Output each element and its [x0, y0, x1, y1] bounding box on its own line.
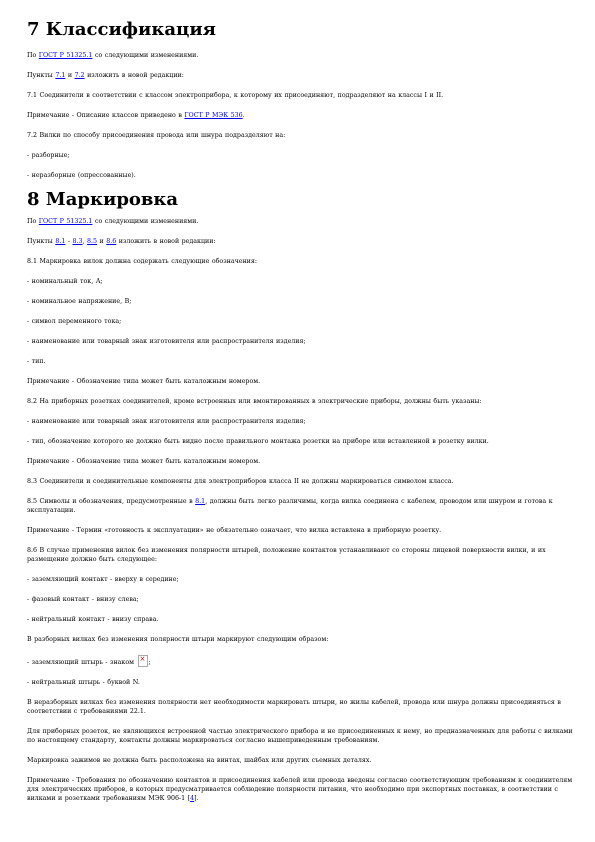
link-8-6[interactable]: 8.6 [106, 238, 117, 245]
s8-paragraph-5: - номинальное напряжение, В; [27, 298, 132, 305]
s8-paragraph-25: Для приборных розеток, не являющихся встроенной частью электрического прибора и не присоединенных к нему, но предназначенных для работы с вилками по настоящему стандарту, контакты должны маркироваться согласно вышеприведенным требованиям. [27, 728, 573, 744]
s8-paragraph-13: Примечание - Обозначение типа может быть каталожным номером. [27, 458, 261, 465]
s8-paragraph-4: - номинальный ток, А; [27, 278, 103, 285]
s8-paragraph-3: 8.1 Маркировка вилок должна содержать следующие обозначения: [27, 258, 257, 265]
section-8-heading: 8 Маркировка [27, 189, 179, 210]
s8-paragraph-21: В разборных вилках без изменения полярности штыри маркируют следующим образом: [27, 636, 329, 643]
s8-paragraph-20: - нейтральный контакт - внизу справа. [27, 616, 159, 623]
s7-paragraph-2: Пункты 7.1 и 7.2 изложить в новой редакции: [27, 72, 184, 79]
s8-paragraph-8: - тип. [27, 358, 46, 365]
section-7-heading: 7 Классификация [27, 19, 216, 40]
link-8-5[interactable]: 8.5 [87, 238, 98, 245]
s8-paragraph-6: - символ переменного тока; [27, 318, 122, 325]
gost-iec-536-link[interactable]: ГОСТ Р МЭК 536 [184, 112, 243, 119]
s8-paragraph-2: Пункты 8.1 - 8.3, 8.5 и 8.6 изложить в новой редакции: [27, 238, 216, 245]
s8-paragraph-14: 8.3 Соединители и соединительные компоненты для электроприборов класса II не должны маркироваться символом класса. [27, 478, 454, 485]
s8-paragraph-7: - наименование или товарный знак изготовителя или распространителя изделия; [27, 338, 306, 345]
document-body [27, 18, 575, 803]
s8-paragraph-1: По ГОСТ Р 51325.1 со следующими изменениями. [27, 218, 199, 225]
link-8-3[interactable]: 8.3 [72, 238, 83, 245]
s8-paragraph-22: - заземляющий штырь - знаком ×; [27, 655, 575, 667]
s7-paragraph-4: Примечание - Описание классов приведено в ГОСТ Р МЭК 536. [27, 112, 245, 119]
s8-paragraph-10: 8.2 На приборных розетках соединителей, кроме встроенных или вмонтированных в электрические приборы, должны быть указаны: [27, 398, 482, 405]
s8-paragraph-23: - нейтральный штырь - буквой N. [27, 679, 140, 686]
s8-paragraph-11: - наименование или товарный знак изготовителя или распространителя изделия; [27, 418, 306, 425]
link-7-2[interactable]: 7.2 [74, 72, 85, 79]
s8-paragraph-9: Примечание - Обозначение типа может быть каталожным номером. [27, 378, 261, 385]
s7-paragraph-3: 7.1 Соединители в соответствии с классом электроприбора, к которому их присоединяют, подразделяют на классы I и II. [27, 92, 444, 99]
reference-4-link[interactable]: 4 [190, 795, 195, 802]
s7-paragraph-7: - неразборные (опрессованные). [27, 172, 136, 179]
link-7-1[interactable]: 7.1 [55, 72, 66, 79]
s8-paragraph-16: Примечание - Термин «готовность к эксплуатации» не обязательно означает, что вилка вставлена в приборную розетку. [27, 527, 442, 534]
gost-51325-link-2[interactable]: ГОСТ Р 51325.1 [38, 218, 93, 225]
s7-paragraph-1: По ГОСТ Р 51325.1 со следующими изменениями. [27, 52, 199, 59]
s8-paragraph-24: В неразборных вилках без изменения полярности нет необходимости маркировать штыри, но жилы кабелей, провода или шнура должны присоединяться в соответствии с требованиями 22.1. [27, 699, 561, 715]
s8-paragraph-26: Маркировка зажимов не должна быть расположена на винтах, шайбах или других съемных деталях. [27, 757, 372, 764]
s7-paragraph-5: 7.2 Вилки по способу присоединения провода или шнура подразделяют на: [27, 132, 286, 139]
s7-paragraph-6: - разборные; [27, 152, 70, 159]
link-8-1[interactable]: 8.1 [55, 238, 66, 245]
gost-51325-link[interactable]: ГОСТ Р 51325.1 [38, 52, 93, 59]
s8-paragraph-19: - фазовый контакт - внизу слева; [27, 596, 139, 603]
s8-paragraph-12: - тип, обозначение которого не должно быть видно после правильного монтажа розетки на приборе или вставленной в розетку вилки. [27, 438, 489, 445]
s8-paragraph-17: 8.6 В случае применения вилок без изменения полярности штырей, положение контактов устанавливают со стороны лицевой поверхности вилки, и их размещение должно быть следующее: [27, 547, 546, 563]
s8-paragraph-15: 8.5 Символы и обозначения, предусмотренные в 8.1, должны быть легко различимы, когда вилка соединена с кабелем, проводом или шнуром и готова к эксплуатации. [27, 498, 553, 514]
broken-image-icon [138, 655, 148, 667]
link-8-1-ref[interactable]: 8.1 [195, 498, 206, 505]
s8-paragraph-18: - заземляющий контакт - вверху в середине; [27, 576, 179, 583]
s8-paragraph-27: Примечание - Требования по обозначению контактов и присоединения кабелей или провода введены согласно соответствующим требованиям к соединителям для электрических приборов, в которых предусматривается соблюдение полярности питания, что необходимо при экспортных поставках, в соответствии с вилками и розетками требованиям МЭК 906-1 [4]. [27, 777, 573, 802]
